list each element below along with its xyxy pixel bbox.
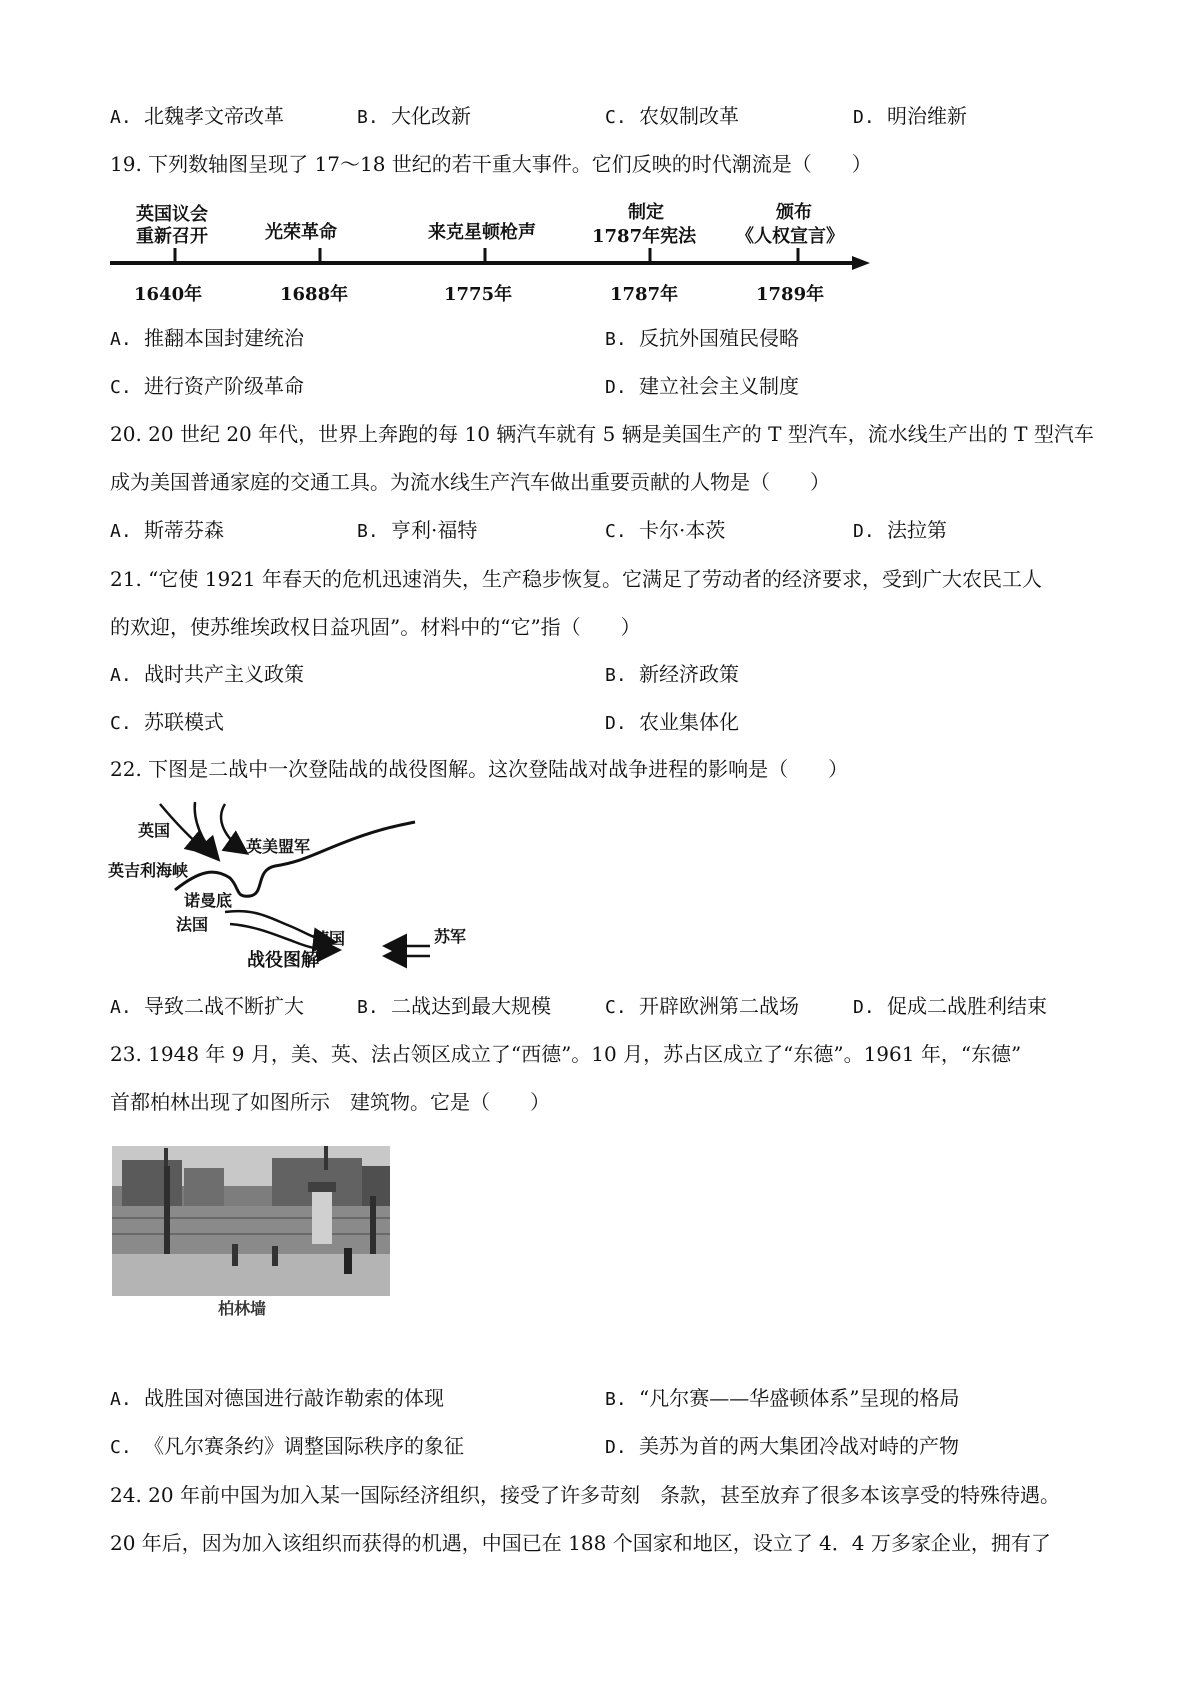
q18-option-c: C. 农奴制改革 <box>605 104 739 128</box>
timeline-event-4-line1: 制定 <box>628 202 664 223</box>
q20-stem-line1: 20. 20 世纪 20 年代，世界上奔跑的每 10 辆汽车就有 5 辆是美国生产的 T 型汽车，流水线生产出的 T 型汽车 <box>110 422 1094 446</box>
q24-stem-line2: 20 年后，因为加入该组织而获得的机遇，中国已在 188 个国家和地区，设立了 4．4 万多家企业，拥有了 <box>110 1531 1051 1555</box>
timeline-event-1-line2: 重新召开 <box>136 226 208 247</box>
q21-stem-line2: 的欢迎，使苏维埃政权日益巩固”。材料中的“它”指（ ） <box>110 615 641 639</box>
q23-option-d: D. 美苏为首的两大集团冷战对峙的产物 <box>605 1434 959 1458</box>
q23-stem-line1: 23. 1948 年 9 月，美、英、法占领区成立了“西德”。10 月，苏占区成立了“东德”。1961 年，“东德” <box>110 1042 1022 1066</box>
q22-option-c: C. 开辟欧洲第二战场 <box>605 994 799 1018</box>
q20-option-d: D. 法拉第 <box>853 518 947 542</box>
timeline-year-3: 1775年 <box>444 284 513 305</box>
berlin-wall-image <box>112 1146 392 1318</box>
photo-caption: 柏林墙 <box>218 1299 267 1318</box>
timeline-event-5-line2: 《人权宣言》 <box>736 226 844 247</box>
map-label-britain: 英国 <box>138 821 171 840</box>
q19-option-a: A. 推翻本国封建统治 <box>110 326 304 350</box>
q22-option-a: A. 导致二战不断扩大 <box>110 994 304 1018</box>
q19-stem: 19. 下列数轴图呈现了 17～18 世纪的若干重大事件。它们反映的时代潮流是（ ） <box>110 152 872 176</box>
map-label-allied: 英美盟军 <box>246 837 311 856</box>
timeline-event-3: 来克星顿枪声 <box>428 222 536 243</box>
q23-option-a: A. 战胜国对德国进行敲诈勒索的体现 <box>110 1386 444 1410</box>
q23-stem-line2: 首都柏林出现了如图所示 建筑物。它是（ ） <box>110 1090 550 1114</box>
map-label-germany: 德国 <box>313 929 346 948</box>
map-label-normandy: 诺曼底 <box>184 891 233 910</box>
q19-option-d: D. 建立社会主义制度 <box>605 374 799 398</box>
q20-option-b: B. 亨利·福特 <box>357 518 478 542</box>
q18-option-d: D. 明治维新 <box>853 104 967 128</box>
timeline-event-1-line1: 英国议会 <box>136 204 208 225</box>
map-label-channel: 英吉利海峡 <box>108 861 189 880</box>
map-label-france: 法国 <box>176 915 209 934</box>
q21-option-c: C. 苏联模式 <box>110 710 224 734</box>
timeline-event-2: 光荣革命 <box>265 222 337 243</box>
q22-option-b: B. 二战达到最大规模 <box>357 994 551 1018</box>
q20-option-a: A. 斯蒂芬森 <box>110 518 224 542</box>
q22-option-d: D. 促成二战胜利结束 <box>853 994 1047 1018</box>
q19-option-b: B. 反抗外国殖民侵略 <box>605 326 799 350</box>
q20-stem-line2: 成为美国普通家庭的交通工具。为流水线生产汽车做出重要贡献的人物是（ ） <box>110 470 830 494</box>
q20-option-c: C. 卡尔·本茨 <box>605 518 726 542</box>
timeline-event-4-line2: 1787年宪法 <box>592 226 697 247</box>
q21-stem-line1: 21. “它使 1921 年春天的危机迅速消失，生产稳步恢复。它满足了劳动者的经济要求，受到广大农民工人 <box>110 567 1043 591</box>
q18-option-a: A. 北魏孝文帝改革 <box>110 104 284 128</box>
q21-option-a: A. 战时共产主义政策 <box>110 662 304 686</box>
q23-option-b: B. “凡尔赛——华盛顿体系”呈现的格局 <box>605 1386 960 1410</box>
q18-option-b: B. 大化改新 <box>357 104 471 128</box>
q22-stem: 22. 下图是二战中一次登陆战的战役图解。这次登陆战对战争进程的影响是（ ） <box>110 757 849 781</box>
timeline-year-1: 1640年 <box>134 284 203 305</box>
q21-option-b: B. 新经济政策 <box>605 662 739 686</box>
timeline-event-5-line1: 颁布 <box>776 202 812 223</box>
q23-option-c: C. 《凡尔赛条约》调整国际秩序的象征 <box>110 1434 464 1458</box>
map-label-soviet: 苏军 <box>434 927 467 946</box>
q24-stem-line1: 24. 20 年前中国为加入某一国际经济组织，接受了许多苛刻 条款，甚至放弃了很多本该享受的特殊待遇。 <box>110 1483 1060 1507</box>
timeline-year-4: 1787年 <box>610 284 679 305</box>
q21-option-d: D. 农业集体化 <box>605 710 739 734</box>
timeline-year-2: 1688年 <box>280 284 349 305</box>
timeline-year-5: 1789年 <box>756 284 825 305</box>
q19-option-c: C. 进行资产阶级革命 <box>110 374 304 398</box>
map-caption: 战役图解 <box>247 950 319 971</box>
